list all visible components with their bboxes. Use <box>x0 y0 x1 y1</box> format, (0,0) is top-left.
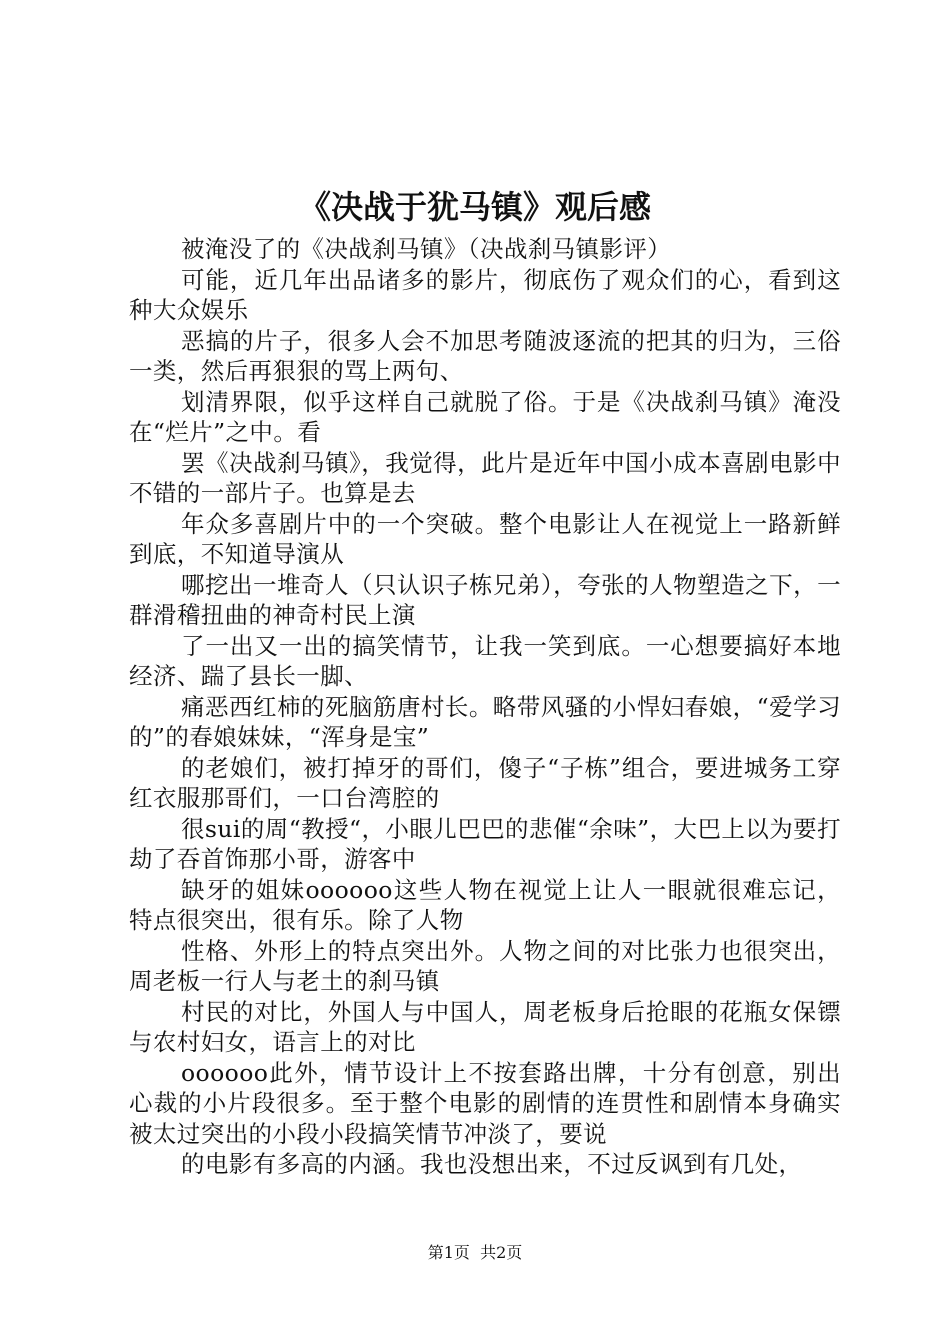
page-total: 共2页 <box>480 1243 523 1262</box>
paragraph: 哪挖出一堆奇人（只认识子栋兄弟），夸张的人物塑造之下，一群滑稽扭曲的神奇村民上演 <box>129 570 841 629</box>
paragraph: 划清界限，似乎这样自己就脱了俗。于是《决战刹马镇》淹没在“烂片”之中。看 <box>129 387 841 446</box>
paragraph: 村民的对比，外国人与中国人，周老板身后抢眼的花瓶女保镖与农村妇女，语言上的对比 <box>129 997 841 1056</box>
paragraph: oooooo此外，情节设计上不按套路出牌，十分有创意，别出心裁的小片段很多。至于整个电影的剧情的连贯性和剧情本身确实被太过突出的小段小段搞笑情节冲淡了，要说 <box>129 1058 841 1148</box>
paragraph: 恶搞的片子，很多人会不加思考随波逐流的把其的归为，三俗一类，然后再狠狠的骂上两句、 <box>129 326 841 385</box>
paragraph: 缺牙的姐妹oooooo这些人物在视觉上让人一眼就很难忘记，特点很突出，很有乐。除了人物 <box>129 875 841 934</box>
page-footer <box>0 1242 950 1264</box>
paragraph: 很sui的周“教授“，小眼儿巴巴的悲催“余味”，大巴上以为要打劫了吞首饰那小哥，游客中 <box>129 814 841 873</box>
paragraph: 可能，近几年出品诸多的影片，彻底伤了观众们的心，看到这种大众娱乐 <box>129 265 841 324</box>
document-title: 《决战于犹马镇》观后感 <box>298 188 651 226</box>
paragraph: 的电影有多高的内涵。我也没想出来，不过反讽到有几处， <box>181 1150 803 1178</box>
paragraph: 痛恶西红柿的死脑筋唐村长。略带风骚的小悍妇春娘，“爱学习的”的春娘妹妹，“浑身是宝” <box>129 692 841 751</box>
paragraph: 性格、外形上的特点突出外。人物之间的对比张力也很突出，周老板一行人与老土的刹马镇 <box>129 936 841 995</box>
page-number: 第1页 <box>427 1243 470 1262</box>
paragraph: 了一出又一出的搞笑情节，让我一笑到底。一心想要搞好本地经济、踹了县长一脚、 <box>129 631 841 690</box>
document-body <box>129 234 841 1180</box>
paragraph: 被淹没了的《决战刹马镇》（决战刹马镇影评） <box>181 235 672 263</box>
paragraph: 罢《决战刹马镇》，我觉得，此片是近年中国小成本喜剧电影中不错的一部片子。也算是去 <box>129 448 841 507</box>
paragraph: 年众多喜剧片中的一个突破。整个电影让人在视觉上一路新鲜到底，不知道导演从 <box>129 509 841 568</box>
paragraph: 的老娘们，被打掉牙的哥们，傻子“子栋”组合，要进城务工穿红衣服那哥们，一口台湾腔的 <box>129 753 841 812</box>
